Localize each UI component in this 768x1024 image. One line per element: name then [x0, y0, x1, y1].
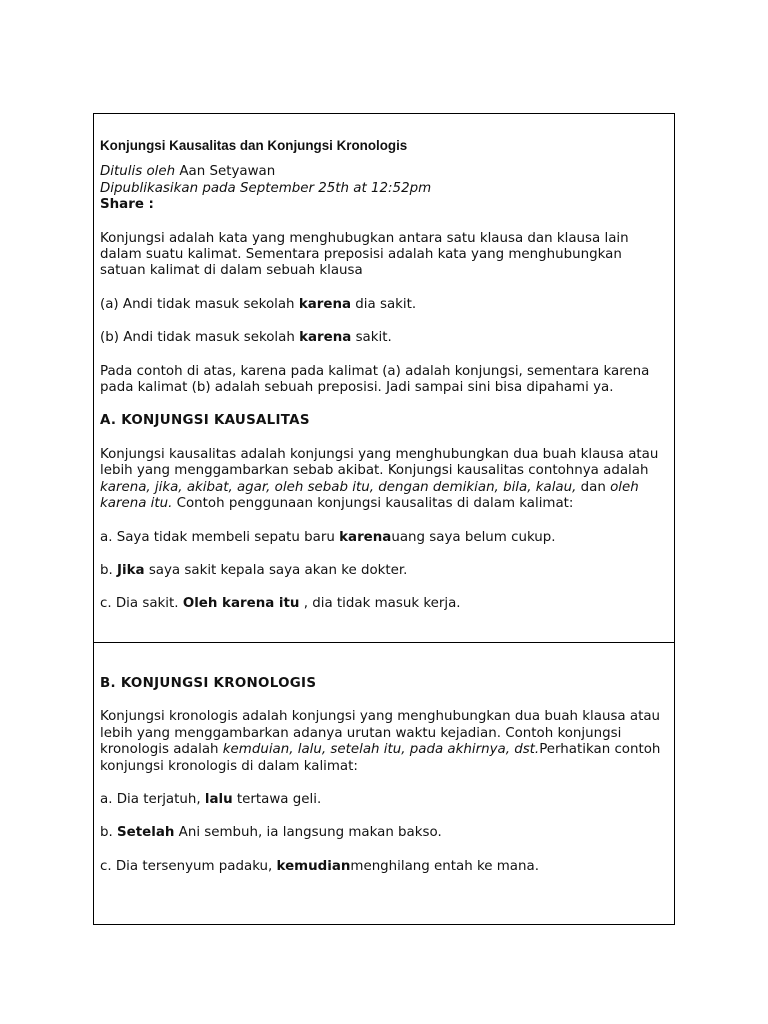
- article-title: Konjungsi Kausalitas dan Konjungsi Kronologis: [100, 138, 408, 153]
- explanation-paragraph: Pada contoh di atas, karena pada kalimat (a) adalah konjungsi, sementara karena pada kalimat (b) adalah sebuah preposisi. Jadi sampai sini bisa dipahami ya.: [100, 363, 650, 396]
- section-b-example-c: c. Dia tersenyum padaku, kemudianmenghilang entah ke mana.: [100, 858, 539, 874]
- section-a-example-c: c. Dia sakit. Oleh karena itu , dia tidak masuk kerja.: [100, 596, 461, 612]
- section-b-description: Konjungsi kronologis adalah konjungsi yang menghubungkan dua buah klausa atau lebih yang menggambarkan adanya urutan waktu kejadian. Contoh konjungsi kronologis adalah kemduian, lalu, setelah itu, pada akhirnya, dst.Perhatikan contoh konjungsi kronologis di dalam kalimat:: [100, 709, 661, 774]
- example-a: (a) Andi tidak masuk sekolah karena dia sakit.: [100, 296, 417, 312]
- lower-content: [100, 676, 668, 875]
- section-b-example-a: a. Dia terjatuh, lalu tertawa geli.: [100, 792, 322, 808]
- page-upper-box: [93, 113, 675, 643]
- section-a-example-a: a. Saya tidak membeli sepatu baru karenauang saya belum cukup.: [100, 529, 556, 545]
- section-a-heading: A. KONJUNGSI KAUSALITAS: [100, 413, 310, 429]
- section-a-description: Konjungsi kausalitas adalah konjungsi yang menghubungkan dua buah klausa atau lebih yang menggambarkan sebab akibat. Konjungsi kausalitas contohnya adalah karena, jika, akibat, agar, oleh sebab itu, dengan demikian, bila, kalau, dan oleh karena itu. Contoh penggunaan konjungsi kausalitas di dalam kalimat:: [100, 446, 659, 512]
- byline-label: Ditulis oleh: [100, 164, 176, 180]
- section-b-heading: B. KONJUNGSI KRONOLOGIS: [100, 676, 317, 691]
- published-date: Dipublikasikan pada September 25th at 12:52pm: [100, 180, 432, 196]
- author-name: Aan Setyawan: [179, 164, 276, 180]
- page-lower-box: [93, 642, 675, 925]
- section-a-example-b: b. Jika saya sakit kepala saya akan ke dokter.: [100, 562, 408, 578]
- intro-paragraph: Konjungsi adalah kata yang menghubugkan antara satu klausa dan klausa lain dalam suatu kalimat. Sementara preposisi adalah kata yang menghubungkan satuan kalimat di dalam sebuah klausa: [100, 230, 629, 279]
- section-b-example-b: b. Setelah Ani sembuh, ia langsung makan bakso.: [100, 825, 442, 841]
- share-label: Share :: [100, 197, 154, 213]
- byline: [100, 164, 668, 180]
- upper-content: [100, 138, 668, 613]
- example-b: (b) Andi tidak masuk sekolah karena sakit.: [100, 330, 392, 346]
